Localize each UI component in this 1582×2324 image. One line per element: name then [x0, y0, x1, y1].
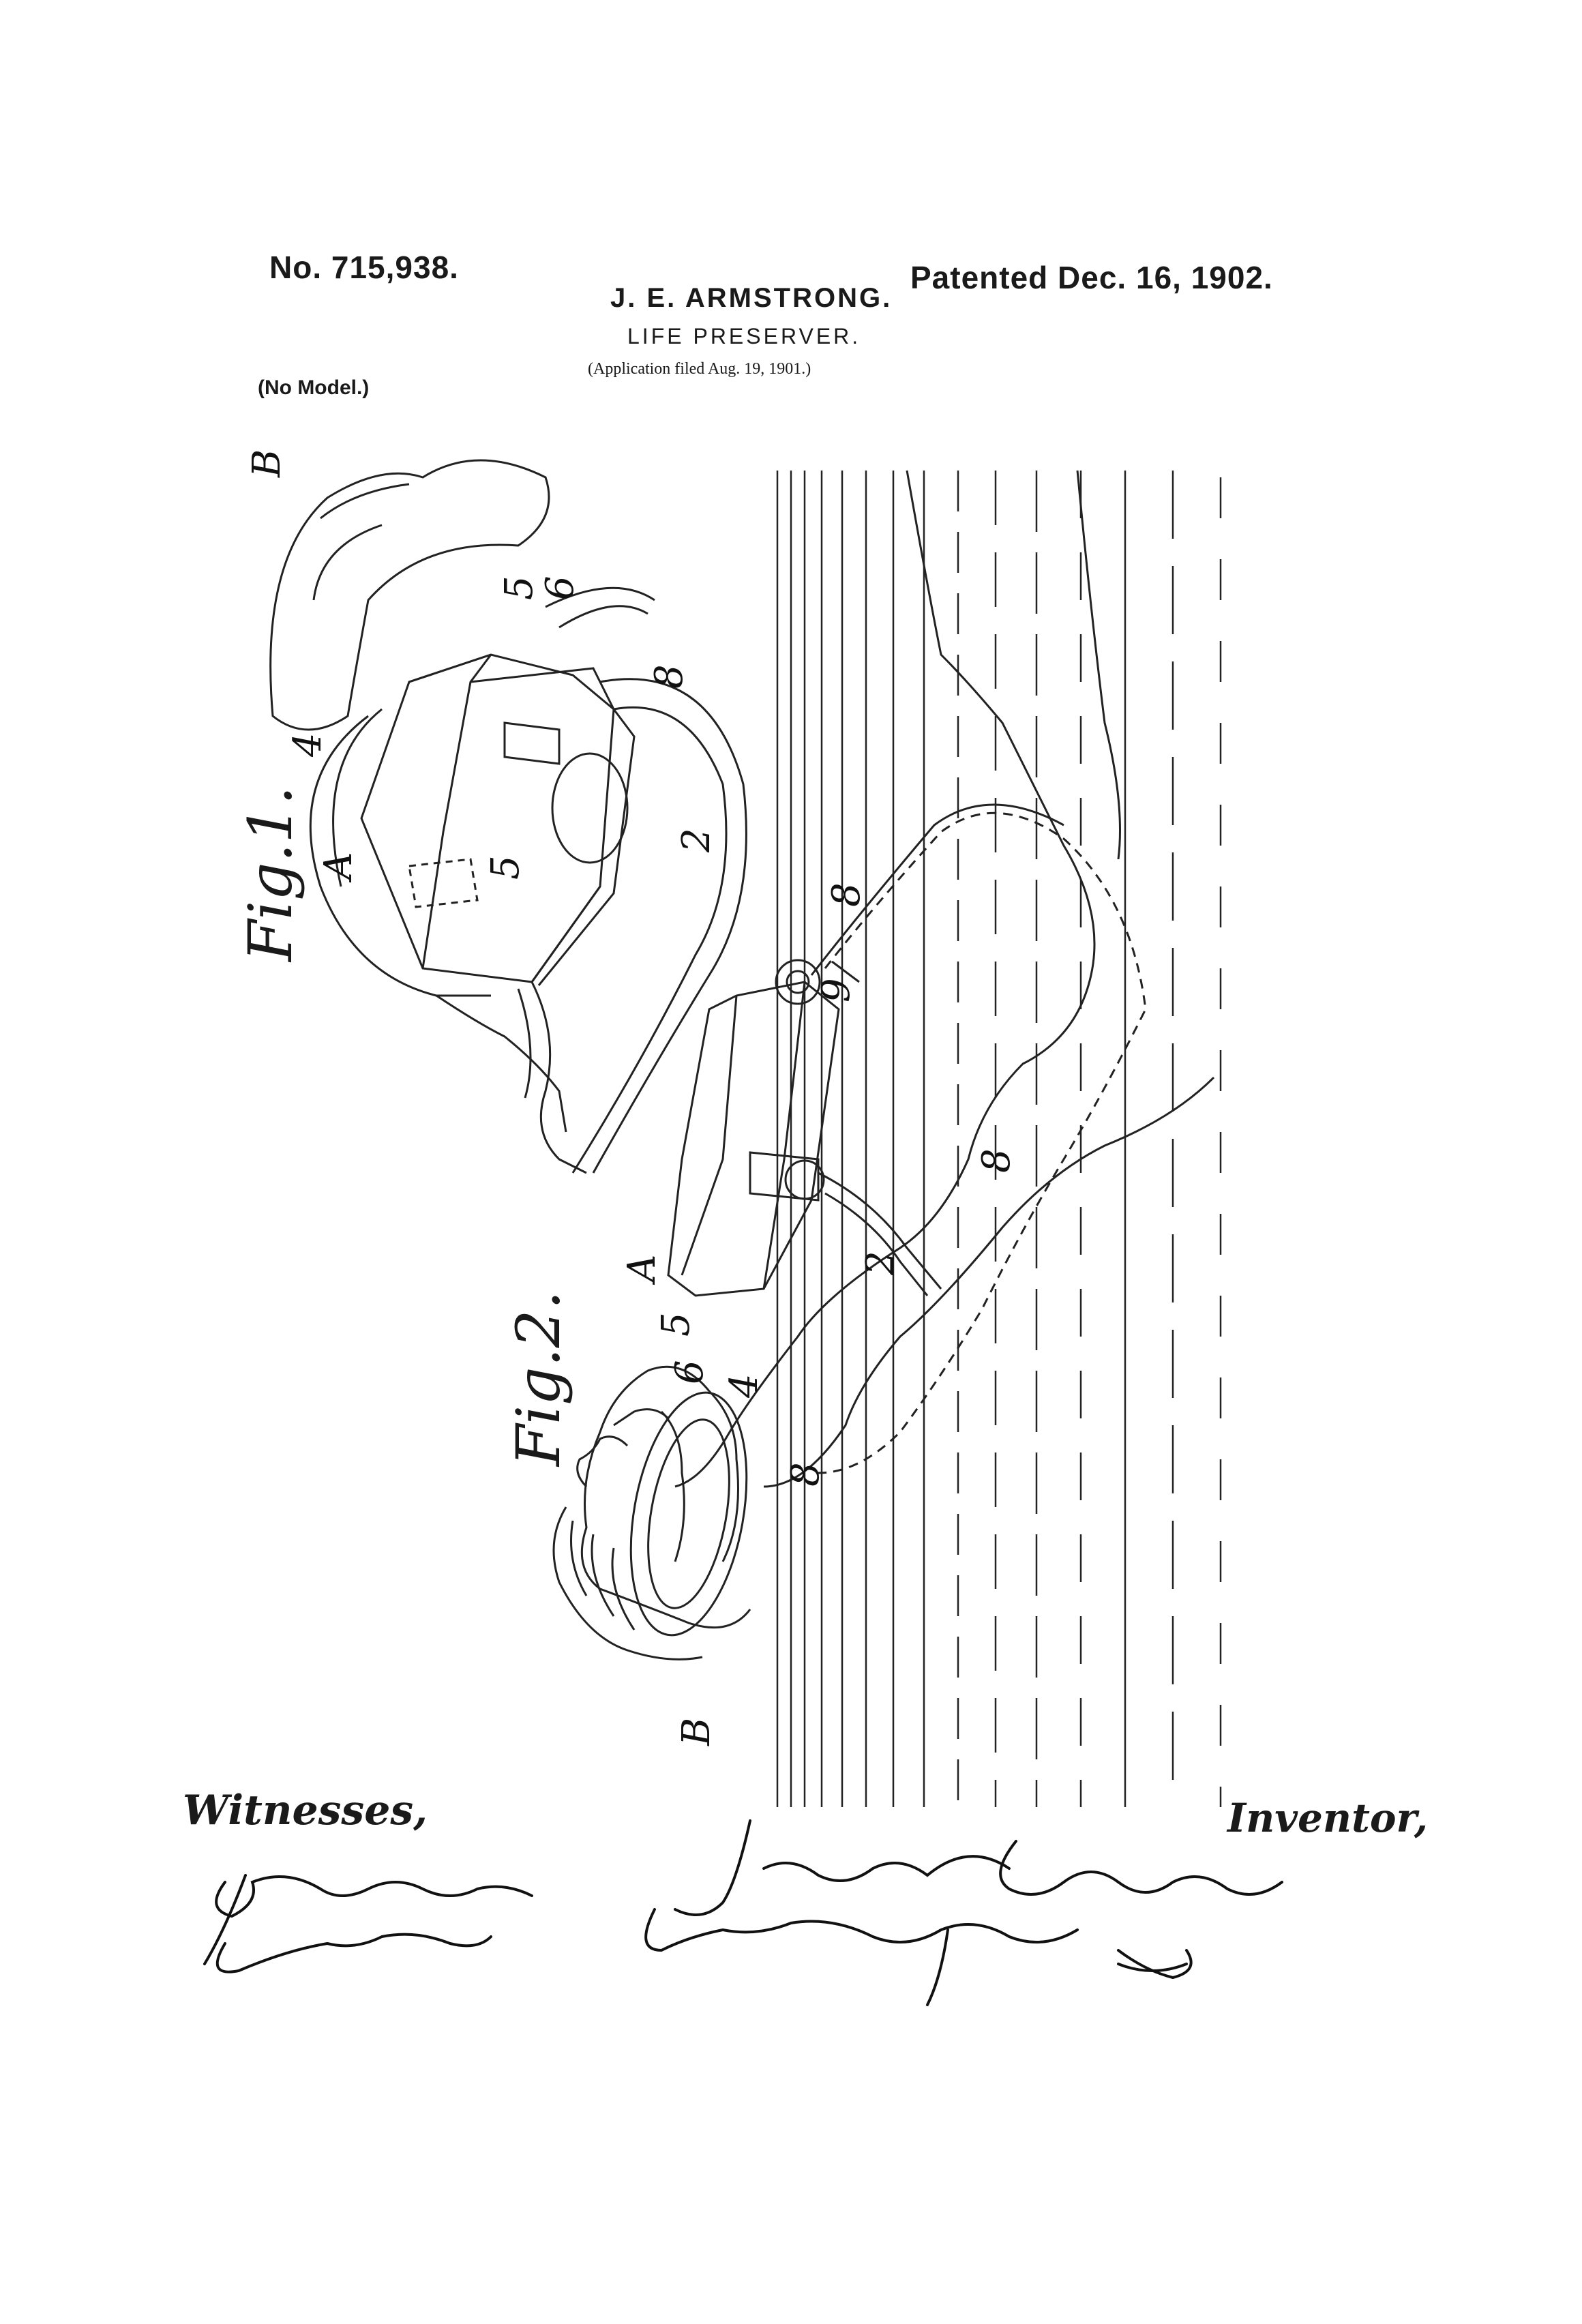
filing-date: (Application filed Aug. 19, 1901.) [588, 360, 811, 378]
figure-2-drawing [554, 471, 1214, 1659]
inventor-label: Inventor, [1227, 1795, 1429, 1841]
ref-label-8b: 8 [824, 882, 869, 907]
ref-label-5b: 5 [483, 855, 528, 880]
ref-label-4a: 4 [286, 732, 330, 757]
patent-title: LIFE PRESERVER. [627, 324, 861, 348]
figure-1-drawing [271, 460, 747, 1173]
ref-label-A2: A [620, 1254, 664, 1282]
water-lines [777, 471, 1221, 1807]
figure-1-label: Fig.1. [235, 786, 305, 962]
ref-label-6a: 6 [538, 576, 582, 600]
ref-label-8a: 8 [647, 664, 691, 689]
witnesses-label: Witnesses, [183, 1787, 428, 1834]
ref-label-8d: 8 [783, 1462, 828, 1487]
ref-label-5a: 5 [497, 576, 541, 600]
ref-label-8c: 8 [974, 1148, 1019, 1173]
ref-label-2b: 2 [859, 1251, 903, 1275]
ref-label-B1: B [245, 449, 289, 477]
witness-signatures [205, 1875, 532, 1972]
ref-label-4b: 4 [722, 1373, 766, 1398]
patent-date: Patented Dec. 16, 1902. [910, 260, 1273, 295]
patent-number: No. 715,938. [269, 250, 459, 285]
ref-label-9: 9 [814, 978, 859, 1002]
ref-label-B2: B [674, 1717, 719, 1746]
model-note: (No Model.) [258, 376, 370, 399]
ref-label-6b: 6 [668, 1360, 712, 1384]
figure-2-label: Fig.2. [503, 1290, 573, 1466]
inventor-signature [646, 1821, 1282, 2005]
ref-label-5c: 5 [654, 1312, 698, 1337]
inventor-name: J. E. ARMSTRONG. [610, 283, 893, 313]
ref-label-A1: A [316, 852, 361, 880]
ref-label-2a: 2 [674, 828, 719, 852]
